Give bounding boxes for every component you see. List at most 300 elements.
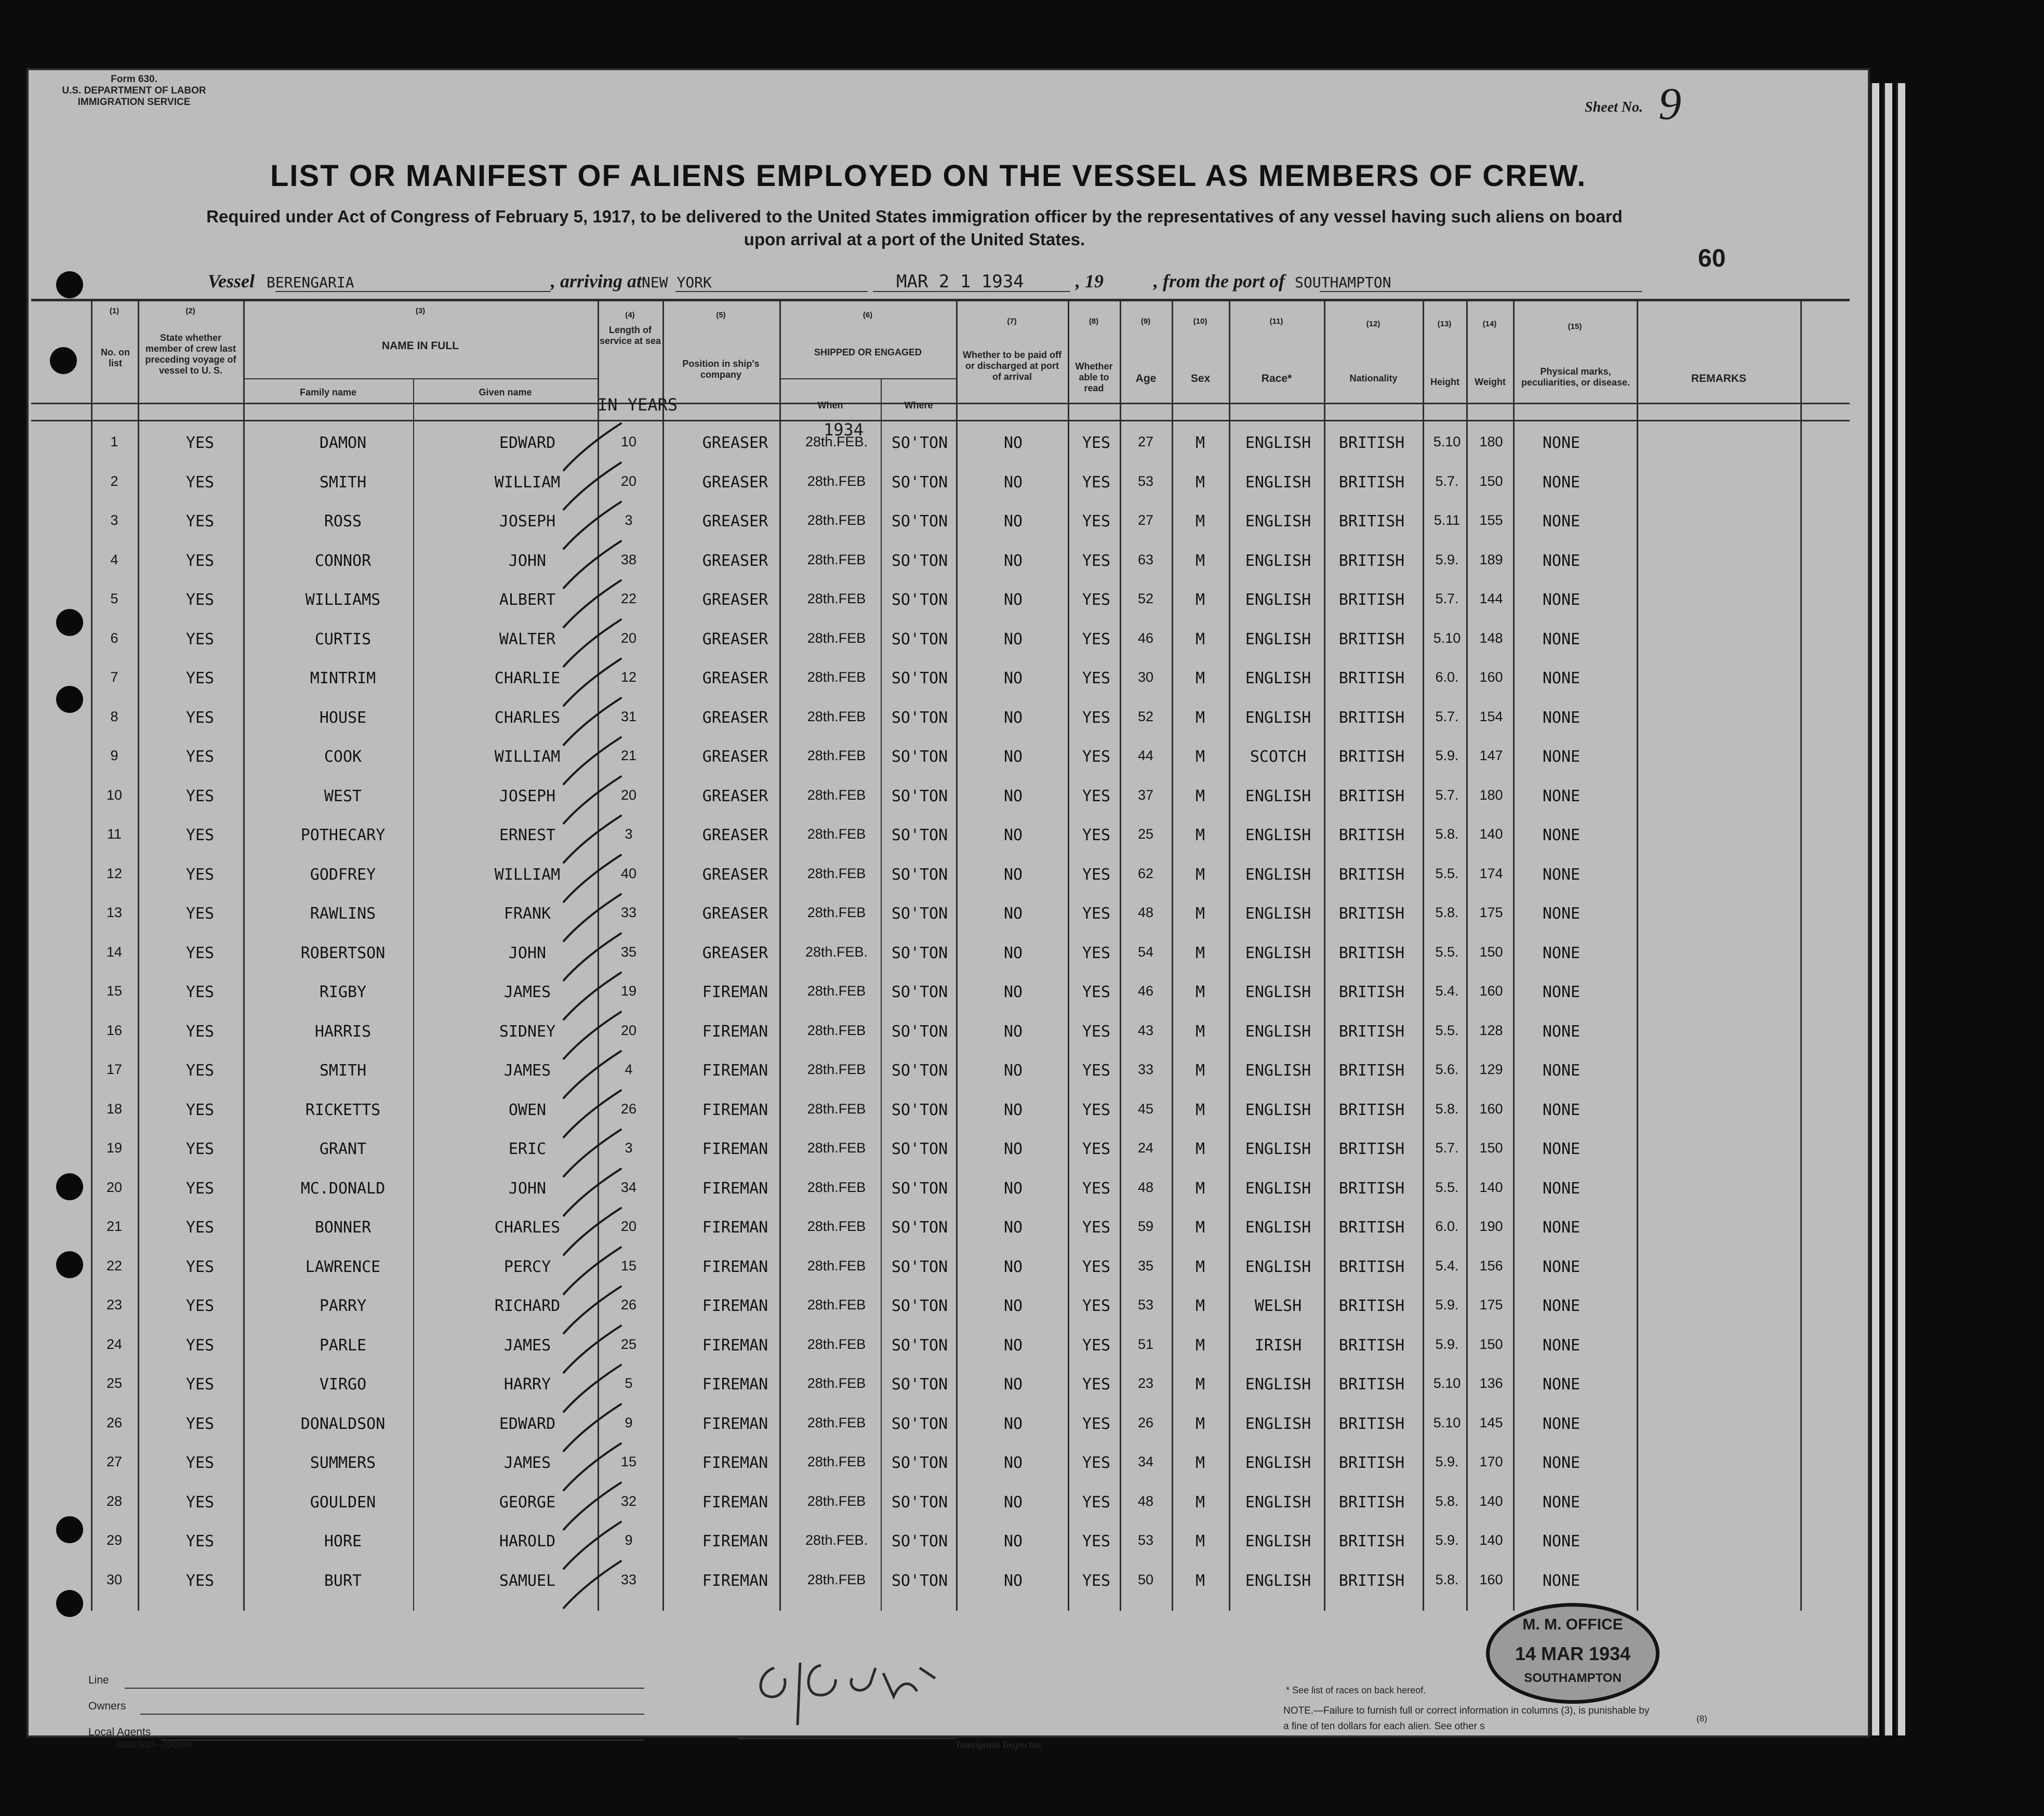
cell-read: YES <box>1082 826 1111 844</box>
cell-position: FIREMAN <box>702 1140 768 1158</box>
cell-paid: NO <box>1003 865 1023 884</box>
cell-height: 5.7. <box>1435 591 1459 606</box>
cell-member: YES <box>185 1493 215 1512</box>
cell-nationality: BRITISH <box>1338 1336 1405 1355</box>
cell-race: ENGLISH <box>1245 512 1311 531</box>
cell-position: GREASER <box>702 669 768 687</box>
cell-physical: NONE <box>1542 473 1581 492</box>
cell-sex: M <box>1195 1414 1205 1433</box>
vessel-underline <box>275 291 551 292</box>
cell-sex: M <box>1195 1101 1205 1119</box>
cell-weight: 190 <box>1479 1218 1503 1234</box>
cell-read: YES <box>1082 1532 1111 1550</box>
cell-member: YES <box>185 1022 215 1041</box>
cell-age: 53 <box>1137 1297 1154 1313</box>
cell-race: ENGLISH <box>1245 1375 1311 1394</box>
cell-nationality: BRITISH <box>1338 1375 1405 1394</box>
cell-given: JOHN <box>508 551 547 570</box>
cell-position: GREASER <box>702 434 768 452</box>
cell-nationality: BRITISH <box>1338 1532 1405 1550</box>
cell-member: YES <box>185 1571 215 1590</box>
cell-where: SO'TON <box>891 669 948 687</box>
cell-race: ENGLISH <box>1245 1062 1311 1080</box>
cell-read: YES <box>1082 708 1111 727</box>
table-row <box>0 1062 1839 1101</box>
cell-member: YES <box>185 1336 215 1355</box>
cell-read: YES <box>1082 1414 1111 1433</box>
cell-given: CHARLES <box>494 1218 561 1237</box>
table-row <box>0 1454 1839 1493</box>
cell-race: ENGLISH <box>1245 944 1311 962</box>
cell-where: SO'TON <box>891 630 948 648</box>
cell-no: 3 <box>110 512 118 528</box>
cell-where: SO'TON <box>891 1414 948 1433</box>
cell-years: 33 <box>620 1571 637 1587</box>
cell-when: 28th.FEB <box>807 591 866 606</box>
cell-age: 33 <box>1137 1062 1154 1077</box>
table-row <box>0 1532 1839 1571</box>
table-row <box>0 473 1839 512</box>
cell-race: ENGLISH <box>1245 865 1311 884</box>
cell-age: 43 <box>1137 1022 1154 1038</box>
cell-given: ERIC <box>508 1140 547 1158</box>
cell-age: 53 <box>1137 473 1154 489</box>
col-nationality-header: Nationality <box>1349 373 1398 383</box>
cell-member: YES <box>185 826 215 844</box>
cell-no: 23 <box>106 1297 123 1313</box>
cell-when: 28th.FEB <box>807 1022 866 1038</box>
cell-position: GREASER <box>702 865 768 884</box>
cell-height: 5.8. <box>1435 1571 1459 1587</box>
cell-paid: NO <box>1003 551 1023 570</box>
cell-paid: NO <box>1003 512 1023 531</box>
col-paid-header: Whether to be paid off or discharged at port of arrival <box>963 350 1061 382</box>
cell-years: 15 <box>620 1454 637 1469</box>
cell-family: POTHECARY <box>300 826 386 844</box>
cell-physical: NONE <box>1542 787 1581 805</box>
cell-weight: 145 <box>1479 1414 1503 1430</box>
cell-position: GREASER <box>702 512 768 531</box>
cell-paid: NO <box>1003 630 1023 648</box>
col-age-header: Age <box>1135 373 1157 385</box>
cell-family: ROSS <box>324 512 362 531</box>
arrival-date: MAR 2 1 1934 <box>896 271 1024 292</box>
cell-member: YES <box>185 865 215 884</box>
cell-age: 34 <box>1137 1454 1154 1469</box>
cell-paid: NO <box>1003 787 1023 805</box>
page-edge <box>1870 83 1879 1735</box>
cell-position: GREASER <box>702 826 768 844</box>
signature-underline <box>738 1738 956 1739</box>
inspector-label: Immigrant Inspector. <box>956 1740 1043 1751</box>
cell-height: 5.4. <box>1435 983 1459 999</box>
cell-sex: M <box>1195 434 1205 452</box>
cell-read: YES <box>1082 1062 1111 1080</box>
cell-family: HOUSE <box>319 708 367 727</box>
cell-read: YES <box>1082 1493 1111 1512</box>
cell-race: ENGLISH <box>1245 1571 1311 1590</box>
cell-height: 5.8. <box>1435 1101 1459 1117</box>
cell-position: FIREMAN <box>702 1571 768 1590</box>
table-row <box>0 630 1839 669</box>
cell-height: 5.10 <box>1433 1375 1461 1391</box>
cell-weight: 129 <box>1479 1062 1503 1077</box>
cell-family: RAWLINS <box>310 905 376 923</box>
col-where-header: Where <box>904 400 933 410</box>
form-header: Form 630. U.S. DEPARTMENT OF LABOR IMMIGRATION SERVICE <box>62 74 206 108</box>
cell-family: SUMMERS <box>310 1454 376 1472</box>
cell-years: 40 <box>620 865 637 881</box>
cell-given: CHARLES <box>494 708 561 727</box>
cell-nationality: BRITISH <box>1338 1022 1405 1041</box>
cell-family: DAMON <box>319 434 367 452</box>
cell-position: FIREMAN <box>702 1493 768 1512</box>
cell-age: 52 <box>1137 591 1154 606</box>
cell-years: 5 <box>625 1375 633 1391</box>
cell-when: 28th.FEB <box>807 630 866 646</box>
cell-when: 28th.FEB <box>807 1179 866 1195</box>
cell-position: FIREMAN <box>702 1454 768 1472</box>
footer-owners-underline <box>140 1714 644 1715</box>
cell-sex: M <box>1195 1375 1205 1394</box>
cell-weight: 180 <box>1479 787 1503 803</box>
cell-no: 8 <box>110 708 118 724</box>
cell-years: 19 <box>620 983 637 999</box>
cell-nationality: BRITISH <box>1338 1101 1405 1119</box>
cell-height: 5.9. <box>1435 748 1459 763</box>
page-edge <box>1883 83 1892 1735</box>
cell-height: 5.7. <box>1435 708 1459 724</box>
cell-weight: 144 <box>1479 591 1503 606</box>
cell-read: YES <box>1082 630 1111 648</box>
cell-sex: M <box>1195 630 1205 648</box>
cell-race: ENGLISH <box>1245 787 1311 805</box>
cell-weight: 175 <box>1479 1297 1503 1313</box>
southampton-office-stamp: M. M. OFFICE 14 MAR 1934 SOUTHAMPTON <box>1486 1603 1660 1704</box>
cell-member: YES <box>185 434 215 452</box>
cell-years: 20 <box>620 630 637 646</box>
cell-member: YES <box>185 787 215 805</box>
cell-read: YES <box>1082 551 1111 570</box>
cell-paid: NO <box>1003 1297 1023 1315</box>
cell-nationality: BRITISH <box>1338 551 1405 570</box>
cell-age: 35 <box>1137 1257 1154 1274</box>
cell-physical: NONE <box>1542 512 1581 531</box>
cell-race: ENGLISH <box>1245 1257 1311 1276</box>
cell-family: PARLE <box>319 1336 367 1355</box>
col-race-header: Race* <box>1261 373 1292 385</box>
cell-position: FIREMAN <box>702 1297 768 1315</box>
cell-member: YES <box>185 551 215 570</box>
cell-age: 53 <box>1137 1532 1154 1548</box>
cell-member: YES <box>185 944 215 962</box>
cell-paid: NO <box>1003 983 1023 1001</box>
cell-nationality: BRITISH <box>1338 1571 1405 1590</box>
cell-nationality: BRITISH <box>1338 434 1405 452</box>
cell-race: ENGLISH <box>1245 1414 1311 1433</box>
page-edge <box>1896 83 1905 1735</box>
cell-position: FIREMAN <box>702 1022 768 1041</box>
table-row <box>0 669 1839 708</box>
col-when-header: When <box>817 400 843 410</box>
cell-physical: NONE <box>1542 1101 1581 1119</box>
cell-where: SO'TON <box>891 512 948 531</box>
cell-no: 19 <box>106 1140 123 1156</box>
cell-where: SO'TON <box>891 826 948 844</box>
cell-position: FIREMAN <box>702 983 768 1001</box>
cell-given: EDWARD <box>499 434 556 452</box>
cell-where: SO'TON <box>891 1297 948 1315</box>
cell-when: 28th.FEB <box>807 473 866 489</box>
failure-note: NOTE.—Failure to furnish full or correct information in columns (3), is punishable by a fine of ten dollars for each alien. See other s <box>1283 1705 1650 1732</box>
cell-paid: NO <box>1003 1218 1023 1237</box>
cell-no: 28 <box>106 1493 123 1509</box>
cell-where: SO'TON <box>891 944 948 962</box>
cell-read: YES <box>1082 1022 1111 1041</box>
cell-when: 28th.FEB <box>807 1454 866 1469</box>
col-service-header: Length of service at sea <box>599 325 661 346</box>
table-row <box>0 1415 1839 1454</box>
cell-where: SO'TON <box>891 1532 948 1550</box>
cell-nationality: BRITISH <box>1338 826 1405 844</box>
cell-age: 50 <box>1137 1571 1154 1587</box>
cell-member: YES <box>185 1062 215 1080</box>
cell-family: HORE <box>324 1532 362 1550</box>
cell-member: YES <box>185 669 215 687</box>
cell-weight: 189 <box>1479 551 1503 567</box>
cell-race: ENGLISH <box>1245 1179 1311 1198</box>
cell-height: 5.5. <box>1435 1022 1459 1038</box>
inspector-signature <box>738 1647 956 1735</box>
nineteen-label: , 19 <box>1076 271 1104 291</box>
cell-weight: 150 <box>1479 1140 1503 1156</box>
cell-given: JAMES <box>503 983 551 1001</box>
cell-family: RIGBY <box>319 983 367 1001</box>
col-height-header: Height <box>1430 377 1459 387</box>
cell-when: 28th.FEB <box>807 748 866 763</box>
cell-nationality: BRITISH <box>1338 708 1405 727</box>
cell-nationality: BRITISH <box>1338 1179 1405 1198</box>
cell-sex: M <box>1195 1454 1205 1472</box>
cell-height: 5.8. <box>1435 1493 1459 1509</box>
cell-sex: M <box>1195 591 1205 609</box>
cell-member: YES <box>185 905 215 923</box>
cell-where: SO'TON <box>891 434 948 452</box>
cell-member: YES <box>185 1414 215 1433</box>
cell-age: 27 <box>1137 512 1154 528</box>
cell-physical: NONE <box>1542 1532 1581 1550</box>
cell-position: FIREMAN <box>702 1062 768 1080</box>
cell-family: GOULDEN <box>310 1493 376 1512</box>
cell-physical: NONE <box>1542 1022 1581 1041</box>
cell-age: 30 <box>1137 669 1154 685</box>
table-row <box>0 552 1839 591</box>
cell-age: 27 <box>1137 434 1154 449</box>
cell-paid: NO <box>1003 1101 1023 1119</box>
cell-height: 5.5. <box>1435 1179 1459 1195</box>
cell-given: JOHN <box>508 944 547 962</box>
cell-physical: NONE <box>1542 1179 1581 1198</box>
cell-sex: M <box>1195 826 1205 844</box>
cell-age: 25 <box>1137 826 1154 842</box>
cell-no: 10 <box>106 787 123 803</box>
col-shipped-header: SHIPPED OR ENGAGED <box>814 347 922 357</box>
cell-sex: M <box>1195 944 1205 962</box>
cell-family: WILLIAMS <box>305 591 381 609</box>
cell-sex: M <box>1195 1336 1205 1355</box>
cell-physical: NONE <box>1542 1414 1581 1433</box>
cell-member: YES <box>185 512 215 531</box>
cell-position: GREASER <box>702 708 768 727</box>
cell-height: 6.0. <box>1435 669 1459 685</box>
cell-when: 28th.FEB. <box>805 434 868 449</box>
cell-position: GREASER <box>702 630 768 648</box>
cell-paid: NO <box>1003 1375 1023 1394</box>
cell-age: 54 <box>1137 944 1154 960</box>
cell-age: 44 <box>1137 748 1154 763</box>
cell-where: SO'TON <box>891 905 948 923</box>
cell-paid: NO <box>1003 1414 1023 1433</box>
cell-where: SO'TON <box>891 591 948 609</box>
cell-family: SMITH <box>319 1062 367 1080</box>
cell-physical: NONE <box>1542 1454 1581 1472</box>
cell-family: COOK <box>324 748 362 766</box>
cell-no: 13 <box>106 905 123 920</box>
cell-no: 2 <box>110 473 118 489</box>
cell-when: 28th.FEB <box>807 787 866 803</box>
cell-read: YES <box>1082 905 1111 923</box>
cell-nationality: BRITISH <box>1338 905 1405 923</box>
cell-family: PARRY <box>319 1297 367 1315</box>
cell-age: 46 <box>1137 983 1154 999</box>
cell-paid: NO <box>1003 1571 1023 1590</box>
cell-age: 48 <box>1137 1493 1154 1509</box>
cell-sex: M <box>1195 1179 1205 1198</box>
cell-given: JAMES <box>503 1454 551 1472</box>
cell-no: 26 <box>106 1414 123 1430</box>
vessel-line: Vessel BERENGARIA <box>208 271 354 291</box>
cell-given: SAMUEL <box>499 1571 556 1590</box>
col-member-header: State whether member of crew last preceding voyage of vessel to U. S. <box>145 333 236 376</box>
cell-where: SO'TON <box>891 1218 948 1237</box>
col-physical-header: Physical marks, peculiarities, or disease. <box>1521 366 1630 388</box>
cell-family: DONALDSON <box>300 1414 386 1433</box>
footer-col8: (8) <box>1696 1714 1707 1724</box>
cell-height: 5.8. <box>1435 826 1459 842</box>
cell-given: HARRY <box>503 1375 551 1394</box>
cell-given: JAMES <box>503 1336 551 1355</box>
cell-years: 38 <box>620 551 637 567</box>
table-row <box>0 1258 1839 1297</box>
cell-age: 23 <box>1137 1375 1154 1391</box>
cell-given: WILLIAM <box>494 473 561 492</box>
document-title: LIST OR MANIFEST OF ALIENS EMPLOYED ON THE VESSEL AS MEMBERS OF CREW. <box>270 159 1587 193</box>
cell-when: 28th.FEB. <box>805 944 868 960</box>
cell-sex: M <box>1195 905 1205 923</box>
cell-where: SO'TON <box>891 1101 948 1119</box>
cell-weight: 147 <box>1479 748 1503 763</box>
cell-age: 45 <box>1137 1101 1154 1117</box>
cell-family: CONNOR <box>314 551 371 570</box>
document-subtitle: Required under Act of Congress of February 5, 1917, to be delivered to the United States immigration officer by the representatives of any vessel having such aliens on board upon arrival at a port of the United States. <box>206 207 1623 249</box>
cell-physical: NONE <box>1542 944 1581 962</box>
cell-where: SO'TON <box>891 1062 948 1080</box>
cell-when: 28th.FEB <box>807 1218 866 1234</box>
col-family-header: Family name <box>299 387 357 397</box>
cell-when: 28th.FEB <box>807 669 866 685</box>
page-number: 60 <box>1698 245 1726 272</box>
cell-physical: NONE <box>1542 708 1581 727</box>
cell-years: 20 <box>620 1218 637 1234</box>
cell-position: GREASER <box>702 944 768 962</box>
cell-where: SO'TON <box>891 983 948 1001</box>
vessel-name: BERENGARIA <box>267 274 354 291</box>
cell-sex: M <box>1195 748 1205 766</box>
cell-weight: 160 <box>1479 983 1503 999</box>
cell-weight: 140 <box>1479 1532 1503 1548</box>
cell-years: 26 <box>620 1101 637 1117</box>
cell-years: 35 <box>620 944 637 960</box>
cell-nationality: BRITISH <box>1338 865 1405 884</box>
cell-nationality: BRITISH <box>1338 1454 1405 1472</box>
col-given-header: Given name <box>479 387 532 397</box>
cell-paid: NO <box>1003 1336 1023 1355</box>
cell-read: YES <box>1082 434 1111 452</box>
cell-age: 63 <box>1137 551 1154 567</box>
cell-family: WEST <box>324 787 362 805</box>
cell-weight: 140 <box>1479 1179 1503 1195</box>
cell-where: SO'TON <box>891 1179 948 1198</box>
cell-member: YES <box>185 1454 215 1472</box>
cell-paid: NO <box>1003 1022 1023 1041</box>
cell-age: 24 <box>1137 1140 1154 1156</box>
cell-sex: M <box>1195 865 1205 884</box>
cell-position: FIREMAN <box>702 1257 768 1276</box>
cell-given: OWEN <box>508 1101 547 1119</box>
cell-where: SO'TON <box>891 1022 948 1041</box>
cell-family: CURTIS <box>314 630 371 648</box>
table-row <box>0 944 1839 983</box>
cell-read: YES <box>1082 1179 1111 1198</box>
arriving-underline <box>675 291 868 292</box>
cell-nationality: BRITISH <box>1338 1218 1405 1237</box>
table-row <box>0 787 1839 826</box>
cell-years: 4 <box>625 1062 633 1077</box>
cell-nationality: BRITISH <box>1338 591 1405 609</box>
cell-physical: NONE <box>1542 983 1581 1001</box>
cell-where: SO'TON <box>891 708 948 727</box>
cell-no: 12 <box>106 865 123 881</box>
cell-where: SO'TON <box>891 787 948 805</box>
cell-family: BURT <box>324 1571 362 1590</box>
cell-when: 28th.FEB <box>807 1414 866 1430</box>
cell-position: GREASER <box>702 591 768 609</box>
race-footnote: * See list of races on back hereof. <box>1286 1685 1426 1695</box>
cell-nationality: BRITISH <box>1338 1140 1405 1158</box>
cell-given: GEORGE <box>499 1493 556 1512</box>
cell-no: 7 <box>110 669 118 685</box>
table-row <box>0 1493 1839 1532</box>
cell-no: 4 <box>110 551 118 567</box>
table-row <box>0 748 1839 787</box>
from-port: SOUTHAMPTON <box>1295 274 1391 291</box>
cell-given: JOSEPH <box>499 787 556 805</box>
cell-years: 34 <box>620 1179 637 1195</box>
cell-member: YES <box>185 748 215 766</box>
binding-hole <box>56 271 83 298</box>
cell-age: 51 <box>1137 1336 1154 1352</box>
table-row <box>0 1375 1839 1414</box>
